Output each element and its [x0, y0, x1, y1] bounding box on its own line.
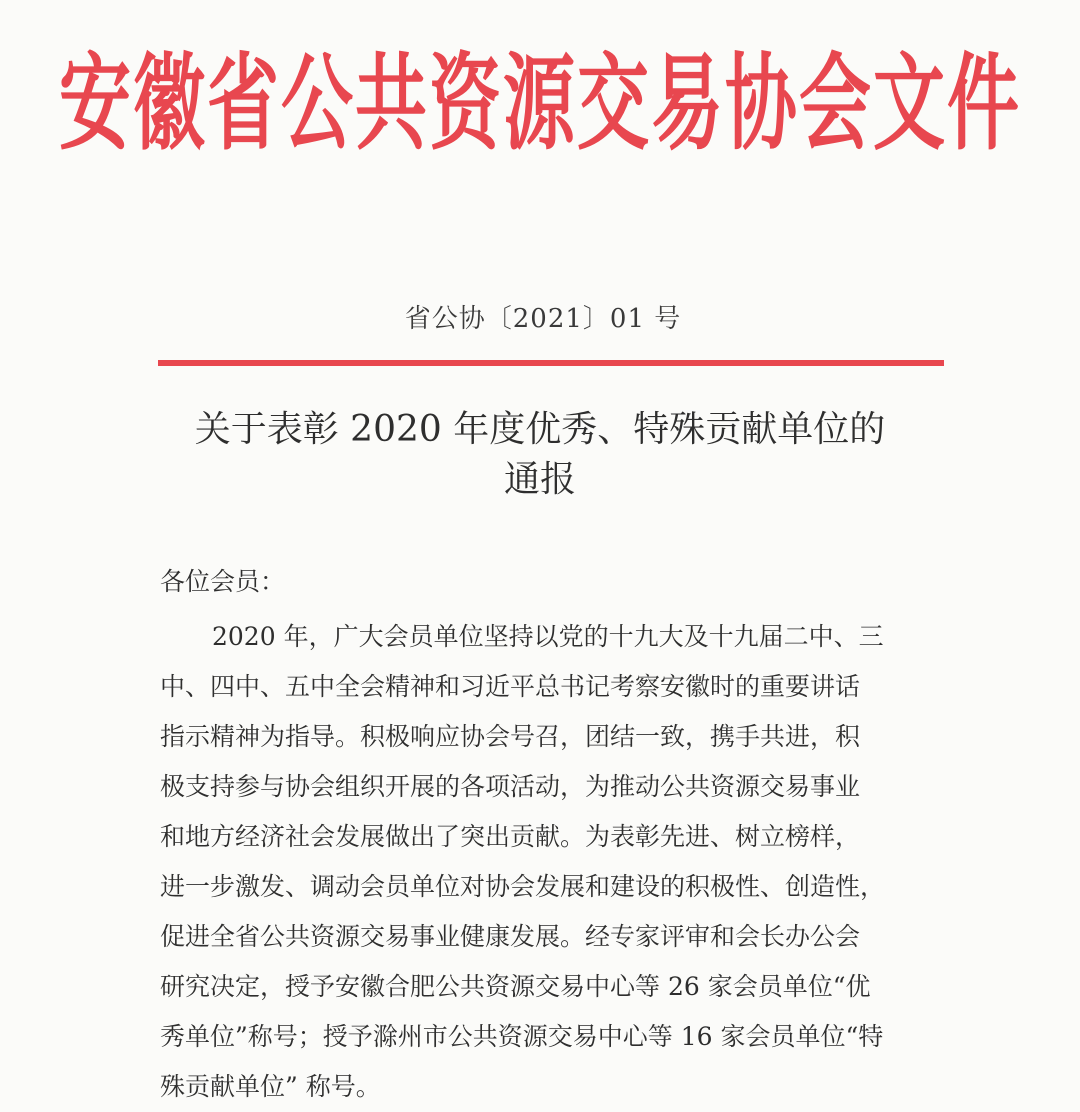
- body-paragraph: [160, 612, 960, 1112]
- body-line: 极支持参与协会组织开展的各项活动，为推动公共资源交易事业: [160, 772, 861, 801]
- body-line: 殊贡献单位” 称号。: [160, 1072, 381, 1101]
- title-line-2: 通报: [503, 459, 576, 500]
- salutation: 各位会员：: [160, 567, 286, 596]
- red-divider-line: [158, 360, 944, 366]
- body-line: 促进全省公共资源交易事业健康发展。经专家评审和会长办公会: [160, 922, 861, 951]
- body-line: 中、四中、五中全会精神和习近平总书记考察安徽时的重要讲话: [160, 672, 861, 701]
- body-line: 研究决定，授予安徽合肥公共资源交易中心等 26 家会员单位“优: [160, 972, 871, 1001]
- body-line: 和地方经济社会发展做出了突出贡献。为表彰先进、树立榜样，: [160, 822, 861, 851]
- document-title: [100, 405, 980, 505]
- body-line: 秀单位”称号；授予滁州市公共资源交易中心等 16 家会员单位“特: [160, 1022, 884, 1051]
- masthead-text: 安徽省公共资源交易协会文件: [58, 42, 1021, 164]
- body-line: 指示精神为指导。积极响应协会号召，团结一致，携手共进，积: [160, 722, 861, 751]
- document-number: 省公协〔2021〕01 号: [404, 304, 682, 334]
- body-line: 进一步激发、调动会员单位对协会发展和建设的积极性、创造性，: [160, 872, 886, 901]
- title-line-1: 关于表彰 2020 年度优秀、特殊贡献单位的: [194, 409, 886, 450]
- body-line: 2020 年，广大会员单位坚持以党的十九大及十九届二中、三: [212, 622, 884, 651]
- document-masthead: [0, 38, 1080, 168]
